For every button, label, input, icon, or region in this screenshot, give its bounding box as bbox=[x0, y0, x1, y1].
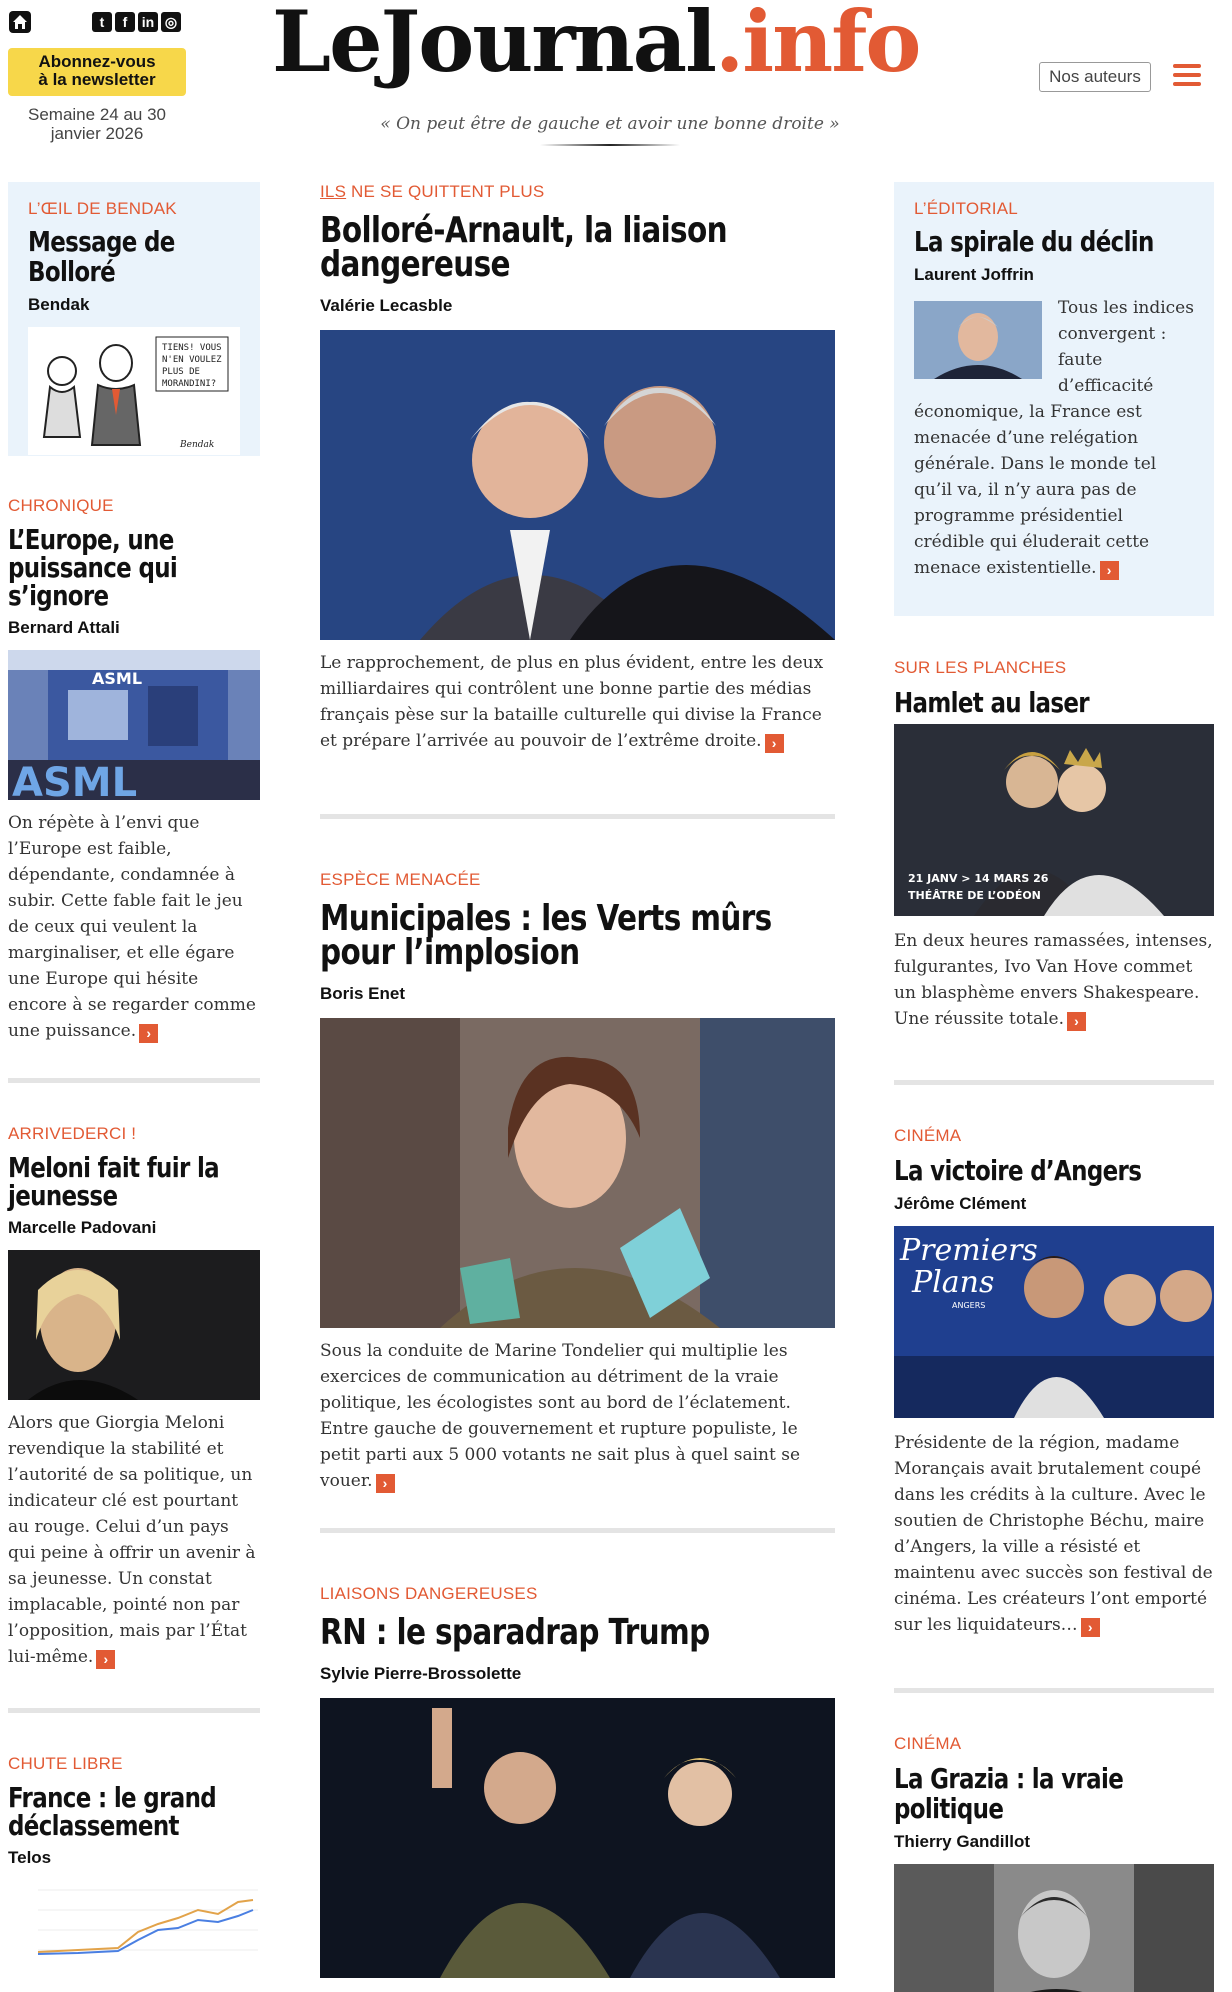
article-kicker[interactable]: L’ŒIL DE BENDAK bbox=[28, 199, 177, 218]
poster-venue: THÉÂTRE DE L’ODÉON bbox=[908, 889, 1041, 902]
article-la-grazia bbox=[894, 1734, 1214, 1992]
excerpt-text: En deux heures ramassées, intenses, fulgurantes, Ivo Van Hove commet un blasphème envers Shakespeare. Une réussite totale. bbox=[894, 931, 1213, 1029]
cartoon-text-4: MORANDINI? bbox=[162, 379, 217, 389]
tondelier-photo[interactable] bbox=[320, 1018, 835, 1328]
article-kicker[interactable]: CINÉMA bbox=[894, 1126, 962, 1145]
hamlet-poster[interactable] bbox=[894, 724, 1214, 916]
kicker-part-1: ILS bbox=[320, 182, 347, 201]
read-more-arrow-icon[interactable]: › bbox=[765, 734, 784, 753]
article-kicker[interactable]: SUR LES PLANCHES bbox=[894, 658, 1067, 677]
article-chronique bbox=[8, 496, 260, 1044]
read-more-arrow-icon[interactable]: › bbox=[1081, 1618, 1100, 1637]
excerpt-text: économique, la France est menacée d’une relégation générale. Dans le monde tel qu’il va, il n’y aura pas de programme présidentiel crédible qui éluderait cette menace existentielle. bbox=[914, 402, 1157, 578]
article-title[interactable]: La spirale du déclin bbox=[914, 225, 1154, 258]
article-title[interactable]: Message de Bolloré bbox=[28, 225, 175, 288]
read-more-arrow-icon[interactable]: › bbox=[139, 1024, 158, 1043]
section-divider bbox=[894, 1688, 1214, 1693]
newsletter-line-2: à la newsletter bbox=[38, 70, 156, 89]
logo-part-1: LeJournal bbox=[272, 0, 716, 91]
read-more-arrow-icon[interactable]: › bbox=[1100, 561, 1119, 580]
article-excerpt bbox=[914, 399, 1194, 581]
article-kicker[interactable]: CHRONIQUE bbox=[8, 496, 114, 515]
article-author[interactable]: Sylvie Pierre-Brossolette bbox=[320, 1664, 522, 1683]
article-kicker[interactable]: CHUTE LIBRE bbox=[8, 1754, 123, 1773]
article-author[interactable]: Telos bbox=[8, 1848, 52, 1867]
article-bendak bbox=[8, 182, 260, 456]
article-meloni bbox=[8, 1124, 260, 1670]
cartoon-text-2: N'EN VOULEZ bbox=[162, 355, 222, 365]
la-grazia-photo[interactable] bbox=[894, 1864, 1214, 1992]
article-excerpt bbox=[894, 928, 1214, 1032]
excerpt-text: Présidente de la région, madame Morançais avait brutalement coupé dans les crédits à la culture. Avec le soutien de Christophe Béchu, maire d’Angers, la ville a résisté et maintenu avec succès son festival de cinéma. Les créateurs l’ont emporté sur les liquidateurs… bbox=[894, 1433, 1213, 1635]
decline-chart-image[interactable] bbox=[8, 1880, 260, 1960]
article-hamlet bbox=[894, 658, 1214, 1032]
article-kicker[interactable]: ARRIVEDERCI ! bbox=[8, 1124, 137, 1143]
excerpt-text: Sous la conduite de Marine Tondelier qui multiplie les exercices de communication au détriment de la vraie politique, les écologistes sont au bord de l’éclatement. Entre gauche de gouvernement et rupture populiste, le petit parti aux 5 000 votants ne sait plus à quel saint se vouer. bbox=[320, 1341, 801, 1491]
article-rn-trump bbox=[320, 1584, 835, 1978]
newsletter-button[interactable] bbox=[8, 48, 186, 96]
section-divider bbox=[320, 1528, 835, 1533]
article-title[interactable]: France : le grand déclassement bbox=[8, 1781, 217, 1842]
kicker-part-2: NE SE QUITTENT PLUS bbox=[346, 182, 545, 201]
article-author[interactable]: Jérôme Clément bbox=[894, 1194, 1027, 1213]
facebook-icon[interactable]: f bbox=[115, 12, 135, 32]
instagram-icon[interactable]: ◎ bbox=[161, 12, 181, 32]
poster-title-2: Plans bbox=[912, 1265, 995, 1300]
bollore-arnault-photo[interactable] bbox=[320, 330, 835, 640]
cartoon-text-1: TIENS! VOUS bbox=[162, 343, 222, 353]
article-author[interactable]: Laurent Joffrin bbox=[914, 265, 1034, 284]
article-title[interactable]: La victoire d’Angers bbox=[894, 1154, 1142, 1187]
article-angers bbox=[894, 1126, 1214, 1638]
excerpt-text: On répète à l’envi que l’Europe est faible, dépendante, condamnée à subir. Cette fable fait le jeu de ceux qui veulent la marginaliser, et elle égare une Europe qui hésite encore à se regarder comme une puissance. bbox=[8, 813, 256, 1041]
article-excerpt bbox=[894, 1430, 1214, 1638]
editorial-body bbox=[914, 295, 1194, 581]
hamburger-menu-icon[interactable] bbox=[1173, 64, 1201, 88]
read-more-arrow-icon[interactable]: › bbox=[96, 1650, 115, 1669]
article-author[interactable]: Bernard Attali bbox=[8, 618, 120, 637]
logo-part-2: .info bbox=[715, 0, 920, 91]
section-divider bbox=[894, 1080, 1214, 1085]
meloni-photo[interactable] bbox=[8, 1250, 260, 1400]
article-title[interactable]: Municipales : les Verts mûrs pour l’implosion bbox=[320, 898, 772, 973]
site-logo[interactable] bbox=[272, 0, 919, 91]
joffrin-photo[interactable] bbox=[914, 301, 1042, 379]
article-bollore-arnault bbox=[320, 182, 835, 754]
cartoon-image[interactable] bbox=[28, 327, 240, 455]
site-tagline: « On peut être de gauche et avoir une bonne droite » bbox=[380, 114, 840, 134]
week-label bbox=[8, 105, 186, 143]
twitter-icon[interactable]: t bbox=[92, 12, 112, 32]
excerpt-text: Alors que Giorgia Meloni revendique la stabilité et l’autorité de sa politique, un indicateur clé est pourtant au rouge. Celui d’un pays qui peine à offrir un avenir à sa jeunesse. Un constat implacable, pointé non par l’opposition, mais par l’État lui-même. bbox=[8, 1413, 256, 1667]
home-icon[interactable] bbox=[8, 10, 32, 34]
section-divider bbox=[320, 814, 835, 819]
poster-dates: 21 JANV > 14 MARS 26 bbox=[908, 872, 1049, 885]
article-author[interactable]: Marcelle Padovani bbox=[8, 1218, 157, 1237]
article-author[interactable]: Thierry Gandillot bbox=[894, 1832, 1031, 1851]
excerpt-beside-photo bbox=[1058, 295, 1194, 399]
tagline-rule bbox=[540, 144, 680, 146]
article-excerpt bbox=[320, 650, 835, 754]
linkedin-icon[interactable]: in bbox=[138, 12, 158, 32]
article-kicker[interactable]: LIAISONS DANGEREUSES bbox=[320, 1584, 538, 1603]
article-kicker[interactable]: ESPÈCE MENACÉE bbox=[320, 870, 481, 889]
asml-sign-small: ASML bbox=[92, 669, 143, 688]
excerpt-text: Le rapprochement, de plus en plus évident, entre les deux milliardaires qui contrôlent une bonne partie des médias français pèse sur la bataille culturelle qui divise la France et prépare l’arrivée au pouvoir de l’extrême droite. bbox=[320, 653, 824, 751]
article-excerpt bbox=[8, 810, 260, 1044]
article-author[interactable]: Boris Enet bbox=[320, 984, 406, 1003]
cartoon-signature: Bendak bbox=[180, 440, 215, 450]
authors-button[interactable]: Nos auteurs bbox=[1039, 62, 1151, 92]
read-more-arrow-icon[interactable]: › bbox=[1067, 1012, 1086, 1031]
poster-city: ANGERS bbox=[952, 1301, 986, 1310]
article-kicker[interactable]: L’ÉDITORIAL bbox=[914, 199, 1018, 218]
section-divider bbox=[8, 1078, 260, 1083]
newsletter-line-1: Abonnez-vous bbox=[38, 52, 156, 71]
article-kicker[interactable]: CINÉMA bbox=[894, 1734, 962, 1753]
article-excerpt bbox=[320, 1338, 835, 1494]
premiers-plans-poster[interactable] bbox=[894, 1226, 1214, 1418]
article-author[interactable]: Bendak bbox=[28, 295, 90, 314]
article-title[interactable]: L’Europe, une puissance qui s’ignore bbox=[8, 523, 178, 612]
section-divider bbox=[8, 1708, 260, 1713]
asml-image[interactable] bbox=[8, 650, 260, 800]
excerpt-line-1: Tous les indices bbox=[1058, 298, 1194, 318]
article-excerpt bbox=[8, 1410, 260, 1670]
excerpt-line-4: d’efficacité bbox=[1058, 376, 1154, 396]
cartoon-text-3: PLUS DE bbox=[162, 367, 200, 377]
article-editorial bbox=[894, 182, 1214, 616]
site-header bbox=[0, 0, 1232, 170]
week-line-2: janvier 2026 bbox=[50, 124, 144, 143]
article-title[interactable]: Bolloré-Arnault, la liaison dangereuse bbox=[320, 210, 727, 285]
article-title[interactable]: Hamlet au laser bbox=[894, 686, 1089, 719]
article-municipales bbox=[320, 870, 835, 1494]
article-title[interactable]: RN : le sparadrap Trump bbox=[320, 1612, 710, 1653]
week-line-1: Semaine 24 au 30 bbox=[28, 105, 166, 124]
article-title[interactable]: La Grazia : la vraie politique bbox=[894, 1762, 1124, 1825]
read-more-arrow-icon[interactable]: › bbox=[376, 1474, 395, 1493]
article-title[interactable]: Meloni fait fuir la jeunesse bbox=[8, 1151, 220, 1212]
social-links bbox=[92, 12, 181, 32]
article-declassement bbox=[8, 1754, 260, 1960]
article-author[interactable]: Valérie Lecasble bbox=[320, 296, 453, 315]
excerpt-line-3: faute bbox=[1058, 350, 1103, 370]
asml-sign-large: ASML bbox=[12, 760, 138, 800]
poster-title-1: Premiers bbox=[900, 1233, 1038, 1268]
excerpt-line-2: convergent : bbox=[1058, 324, 1167, 344]
bannon-le-pen-photo[interactable] bbox=[320, 1698, 835, 1978]
article-kicker[interactable] bbox=[320, 182, 835, 202]
